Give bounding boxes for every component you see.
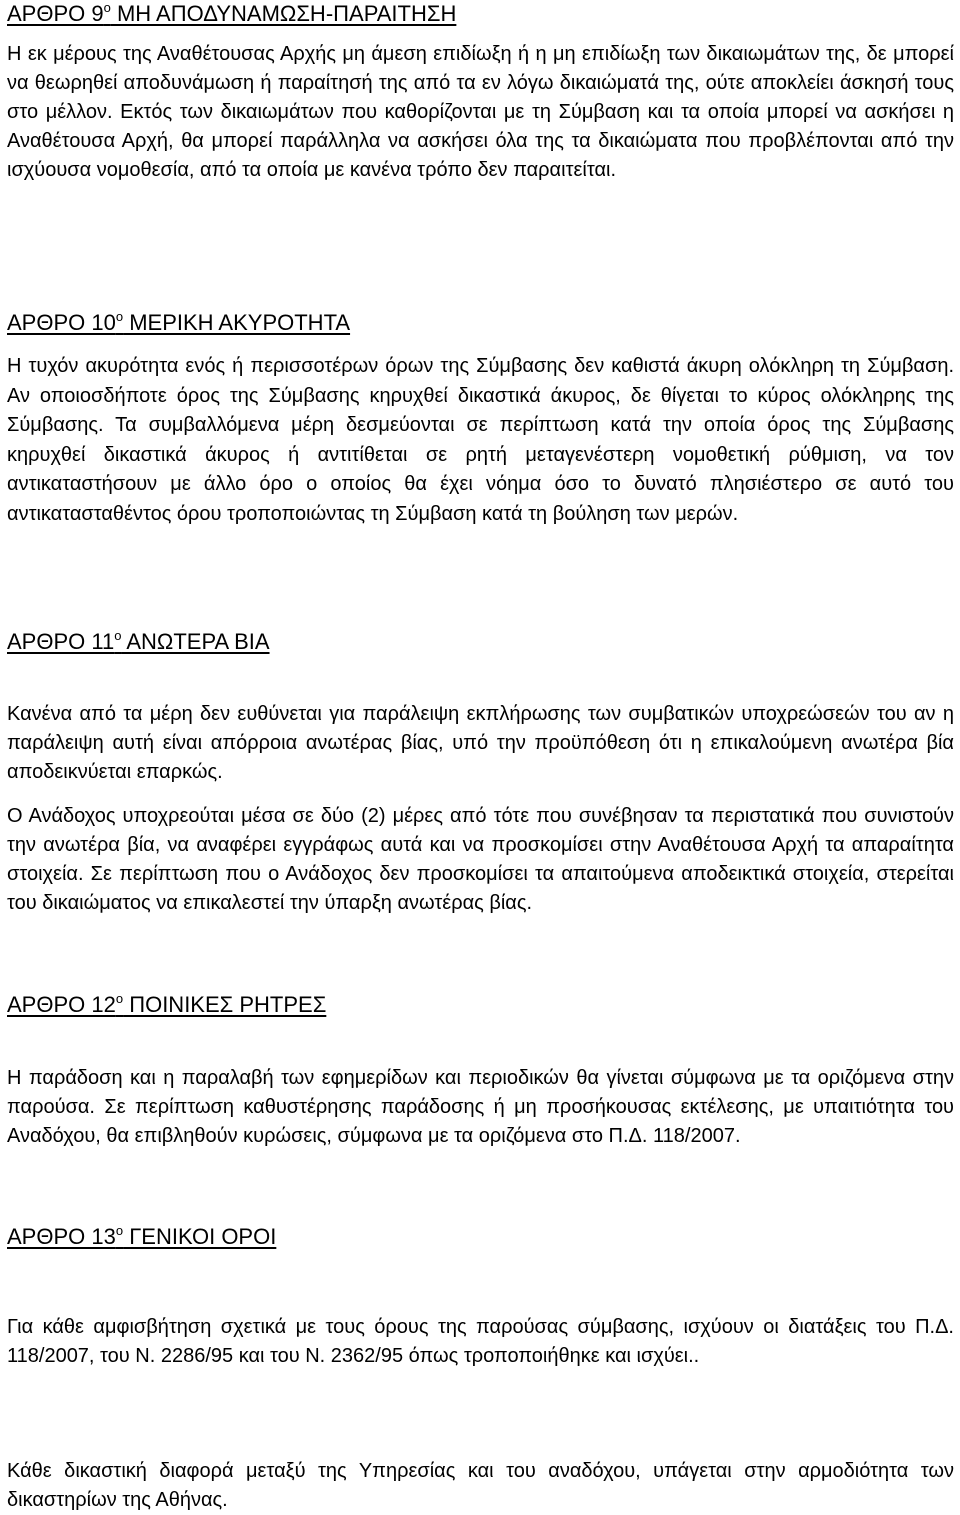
article-13-paragraph-2: Κάθε δικαστική διαφορά μεταξύ της Υπηρεσίας και του αναδόχου, υπάγεται στην αρμοδιότητα των δικαστηρίων της Αθήνας. bbox=[7, 1460, 954, 1511]
article-9-heading: ΑΡΘΡΟ $9^o$ ΜΗ ΑΠΟΔΥΝΑΜΩΣΗ-ΠΑΡΑΙΤΗΣΗ bbox=[7, 0, 457, 26]
article-11-heading: ΑΡΘΡΟ $11^o$ ΑΝΩΤΕΡΑ ΒΙΑ bbox=[7, 627, 270, 654]
article-10-paragraph-1: Η τυχόν ακυρότητα ενός ή περισσοτέρων όρων της Σύμβασης δεν καθιστά άκυρη ολόκληρη τη Σύμβαση. Αν οποιοσδήποτε όρος της Σύμβασης κηρυχθεί δικαστικά άκυρος, δε θίγεται το κύρος ολόκληρης της Σύμβασης. Τα συμβαλλόμενα μέρη δεσμεύονται σε περίπτωση κατά την οποία όρος της Σύμβασης κηρυχθεί δικαστικά άκυρος ή αντιτίθεται σε ρητή μεταγενέστερη νομοθετική ρύθμιση, να τον αντικαταστήσουν με άλλο όρο ο οποίος θα έχει νόημα όσο το δυνατό πλησιέστερο σε αυτό του αντικατασταθέντος όρου τροποποιώντας τη Σύμβαση κατά τη βούληση των μερών. bbox=[7, 355, 954, 525]
article-13-paragraph-1: Για κάθε αμφισβήτηση σχετικά με τους όρους της παρούσας σύμβασης, ισχύουν οι διατάξεις του Π.Δ. 118/2007, του Ν. 2286/95 και του Ν. 2362/95 όπως τροποποιήθηκε και ισχύει.. bbox=[7, 1316, 954, 1367]
article-11-paragraph-1: Κανένα από τα μέρη δεν ευθύνεται για παράλειψη εκπλήρωσης των συμβατικών υποχρεώσεών του αν η παράλειψη αυτή είναι απόρροια ανωτέρας βίας, υπό την προϋπόθεση ότι η επικαλούμενη ανωτέρα βία αποδεικνύεται επαρκώς. bbox=[7, 703, 954, 783]
article-13-heading: ΑΡΘΡΟ $13^o$ ΓΕΝΙΚΟΙ ΟΡΟΙ bbox=[7, 1222, 277, 1249]
article-11-paragraph-2: Ο Ανάδοχος υποχρεούται μέσα σε δύο (2) μέρες από τότε που συνέβησαν τα περιστατικά που συνιστούν την ανωτέρα βία, να αναφέρει εγγράφως αυτά και να προσκομίσει στην Αναθέτουσα Αρχή τα απαραίτητα στοιχεία. Σε περίπτωση που ο Ανάδοχος δεν προσκομίσει τα απαιτούμενα αποδεικτικά στοιχεία, στερείται του δικαιώματος να επικαλεστεί την ύπαρξη ανωτέρας βίας. bbox=[7, 805, 954, 914]
article-9-paragraph-1: Η εκ μέρους της Αναθέτουσας Αρχής μη άμεση επιδίωξη ή η μη επιδίωξη των δικαιωμάτων της, δε μπορεί να θεωρηθεί αποδυνάμωση ή παραίτησή της από τα εν λόγω δικαιώματά της, ούτε αποκλείει άσκησή τους στο μέλλον. Εκτός των δικαιωμάτων που καθορίζονται με τη Σύμβαση και τα οποία μπορεί να ασκήσει η Αναθέτουσα Αρχή, θα μπορεί παράλληλα να ασκήσει όλα της τα δικαιώματα που προβλέπονται από την ισχύουσα νομοθεσία, από τα οποία με κανένα τρόπο δεν παραιτείται. bbox=[7, 43, 954, 181]
article-12-heading: ΑΡΘΡΟ $12^o$ ΠΟΙΝΙΚΕΣ ΡΗΤΡΕΣ bbox=[7, 990, 327, 1017]
article-12-paragraph-1: Η παράδοση και η παραλαβή των εφημερίδων και περιοδικών θα γίνεται σύμφωνα με τα οριζόμενα στην παρούσα. Σε περίπτωση καθυστέρησης παράδοσης ή μη προσήκουσας εκτέλεσης, με υπαιτιότητα του Αναδόχου, θα επιβληθούν κυρώσεις, σύμφωνα με τα οριζόμενα στο Π.Δ. 118/2007. bbox=[7, 1067, 954, 1147]
article-10-heading: ΑΡΘΡΟ $10^o$ ΜΕΡΙΚΗ ΑΚΥΡΟΤΗΤΑ bbox=[7, 308, 351, 335]
